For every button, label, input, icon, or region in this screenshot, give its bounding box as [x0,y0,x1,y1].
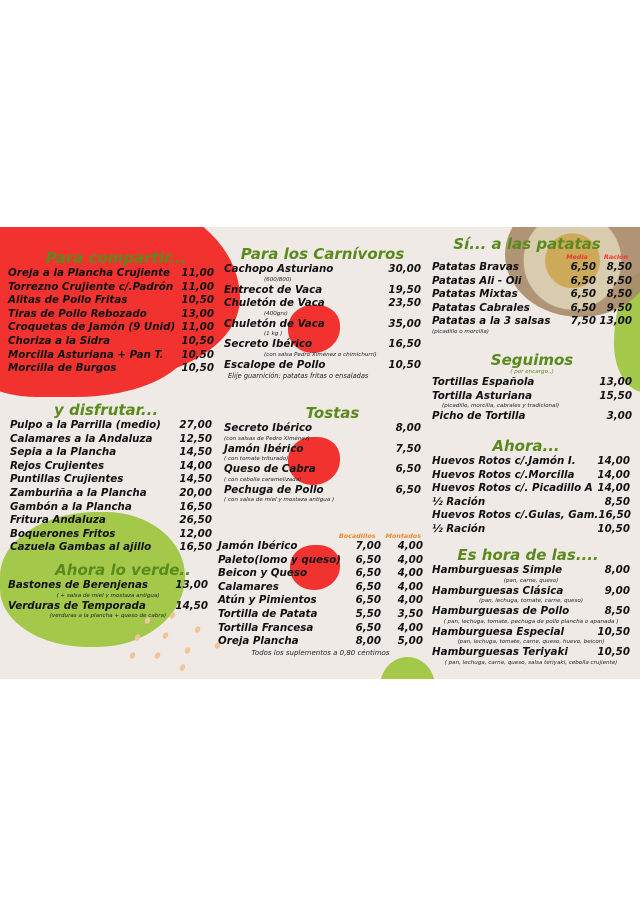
item-name: Morcilla Asturiana + Pan T. [8,348,164,361]
menu-item [432,288,632,302]
item-name: Paleto(lomo y queso) [218,553,341,566]
menu-item [10,433,212,447]
item-name: Tortilla Asturiana [432,389,533,402]
item-prices [345,567,423,581]
header-racion: Ración [603,253,628,261]
section-title: Ahora... [492,437,560,455]
item-description: ( con tomate triturado) [224,456,289,463]
section-title: Tostas [305,404,360,422]
menu-item [432,626,630,640]
price-montado: 4,00 [397,580,423,593]
menu-item [432,275,632,289]
item-name: Gambón a la Plancha [10,500,132,513]
section-title: Para compartir... [45,249,187,267]
item-name: Cazuela Gambas al ajillo [10,541,152,554]
price-montado: 4,00 [397,621,423,634]
item-name: Patatas Cabrales [432,301,530,314]
item-price: 15,50 [599,389,632,402]
item-name: Huevos Rotos c/. Picadillo A [432,482,593,495]
menu-item [8,579,208,593]
item-description: (600/800) [264,276,292,283]
item-name: Chuletón de Vaca [224,297,325,310]
menu-item [224,359,421,373]
menu-item [8,281,214,295]
item-price: 8,50 [604,605,630,618]
item-name: Zamburiña a la Plancha [10,486,147,499]
menu-item [8,308,214,322]
item-price: 14,00 [597,482,630,495]
item-name: Huevos Rotos c/.Gulas, Gam. [432,509,599,522]
item-prices [345,622,423,636]
item-description: (1 kg ) [264,331,283,338]
item-price: 13,00 [181,307,214,320]
menu-item [224,318,421,332]
section-title: Sí... a las patatas [453,235,601,253]
item-name: Hamburguesas de Pollo [432,605,570,618]
menu-item [432,261,632,275]
item-price: 13,00 [175,579,208,591]
menu-item [224,443,421,457]
menu-item [10,514,212,528]
menu-item [432,469,630,483]
item-price: 11,00 [181,267,214,279]
section-y-disfrutar [10,401,212,555]
menu-item [432,509,630,523]
section-title: Seguimos [490,351,574,369]
item-price: 16,50 [388,338,421,351]
menu-item [8,349,214,363]
item-price: 23,50 [388,297,421,310]
menu-item [432,455,630,469]
item-description: ( pan, lechuga, tomate, pechuga de pollo plancha o apanada ) [443,618,619,625]
menu-item [10,446,212,460]
price-montado: 4,00 [397,553,423,566]
item-description: ( con salsa de miel y mostaza antigua ) [224,497,335,504]
item-name: Jamón Ibérico [218,540,298,552]
item-name: Puntillas Crujientes [10,473,124,486]
item-price: 3,00 [606,410,632,423]
item-name: Boquerones Fritos [10,527,116,540]
item-name: Hamburguesas Clásica [432,584,564,597]
item-name: Croquetas de Jamón (9 Unid) [8,321,176,334]
item-price: 10,50 [388,358,421,371]
price-bocadillo: 6,50 [355,594,381,607]
item-name: Alitas de Pollo Fritas [8,294,128,307]
price-media: 6,50 [570,274,596,287]
item-name: Picho de Tortilla [432,410,526,423]
item-price: 10,50 [597,646,630,659]
item-description: (pan, lechuga, tomate, carne, queso, huevo, beicon) [457,639,605,646]
price-bocadillo: 7,00 [355,540,381,552]
menu-item [218,581,423,595]
item-price: 27,00 [179,419,212,431]
menu-item [224,338,421,352]
section-title: Para los Carnívoros [240,245,405,263]
menu-item [218,608,423,622]
menu-item [8,600,208,614]
item-name: Cachopo Asturiano [224,263,334,275]
menu-item [432,564,630,578]
section-subtitle: ( por encargo..) [510,369,554,375]
menu-item [432,302,632,316]
price-racion: 8,50 [606,261,632,273]
item-name: Tortilla de Patata [218,607,318,620]
item-price: 10,50 [181,348,214,361]
menu-item [10,419,212,433]
item-price: 14,50 [179,446,212,459]
section-carnivoros [224,245,421,380]
menu-item [218,635,423,649]
menu-item [8,294,214,308]
item-prices [345,554,423,568]
item-name: Tortilla Francesa [218,621,314,634]
menu-item [10,460,212,474]
menu-item [432,482,630,496]
price-montado: 4,00 [397,567,423,580]
item-name: Atún y Pimientos [218,594,317,607]
header-montados: Montados [385,532,421,540]
item-prices [345,540,423,554]
item-price: 16,50 [598,509,631,522]
item-price: 7,50 [395,442,421,455]
item-prices [566,275,632,289]
menu-item [218,622,423,636]
item-price: 6,50 [395,483,421,496]
item-name: Verduras de Temporada [8,599,146,612]
patatas-headers [432,253,632,261]
section-tostas [224,404,421,504]
item-name: Patatas Mixtas [432,288,518,301]
item-name: Bastones de Berenjenas [8,579,149,591]
price-bocadillo: 5,50 [355,607,381,620]
menu-item [432,410,632,424]
price-bocadillo: 8,00 [355,635,381,648]
section-title: Es hora de las.... [457,546,599,564]
item-price: 12,50 [179,432,212,445]
item-name: ½ Ración [432,495,486,508]
price-racion: 9,50 [606,301,632,314]
item-price: 8,00 [395,422,421,434]
item-name: Oreja a la Plancha Crujiente [8,267,171,279]
item-price: 14,00 [179,459,212,472]
item-price: 10,50 [597,522,630,535]
item-name: ½ Ración [432,522,486,535]
price-montado: 3,50 [397,607,423,620]
section-title: Ahora lo verde.. [55,561,191,579]
menu-item [224,297,421,311]
item-name: Hamburguesa Especial [432,625,565,638]
item-name: Beicon y Queso [218,567,308,580]
item-price: 10,50 [181,362,214,375]
price-media: 6,50 [570,301,596,314]
price-racion: 8,50 [606,274,632,287]
item-price: 10,50 [597,625,630,638]
price-montado: 4,00 [397,594,423,607]
header-media: Media [566,253,588,261]
item-name: Huevos Rotos c/.Morcilla [432,468,575,481]
item-description: (pan, lechuga, tomate, carne, queso) [478,598,584,605]
section-para-compartir [8,249,214,376]
item-name: Patatas a la 3 salsas [432,315,551,328]
menu-board [0,227,640,679]
menu-item [224,484,421,498]
item-price: 14,50 [179,473,212,486]
item-name: Secreto Ibérico [224,338,313,351]
menu-item [432,390,632,404]
section-title: y disfrutar... [53,401,159,419]
item-price: 6,50 [395,463,421,476]
item-prices [345,594,423,608]
item-name: Calamares [218,580,279,593]
item-name: Queso de Cabra [224,463,316,476]
item-price: 26,50 [179,514,212,527]
item-name: Hamburguesas Teriyaki [432,646,568,659]
menu-item [432,605,630,619]
price-bocadillo: 6,50 [355,621,381,634]
menu-item [218,567,423,581]
item-name: Sepia a la Plancha [10,446,117,459]
item-prices [345,581,423,595]
menu-item [218,594,423,608]
menu-item [432,496,630,510]
item-price: 16,50 [179,500,212,513]
menu-item [8,335,214,349]
item-name: Hamburguesas Simple [432,564,563,576]
item-price: 20,00 [179,486,212,499]
price-racion: 13,00 [599,315,632,328]
item-name: Chuletón de Vaca [224,317,325,330]
item-name: Patatas Bravas [432,261,519,273]
item-price: 11,00 [181,321,214,334]
item-description: (pan, carne, queso) [503,577,559,584]
garnish-note: Elije guarnición: patatas fritas o ensaladas [228,371,369,380]
item-name: Patatas Ali - Oli [432,274,522,287]
item-name: Entrecot de Vaca [224,283,323,296]
item-name: Rejos Crujientes [10,459,105,472]
suplementos-note: Todos los suplementos a 0,80 céntimos [251,648,390,657]
item-name: Fritura Andaluza [10,514,106,527]
item-description: (con salsa Pedro Ximénez o chimichurri) [264,351,377,358]
menu-item [432,585,630,599]
section-bocadillos [218,532,423,657]
item-prices [566,261,632,275]
item-price: 8,50 [604,495,630,508]
item-prices [566,288,632,302]
item-name: Torrezno Crujiente c/.Padrón [8,280,174,293]
item-price: 14,00 [597,468,630,481]
menu-item [8,321,214,335]
section-seguimos [432,351,632,424]
item-prices [566,315,632,329]
menu-item [224,263,421,277]
item-price: 10,50 [181,294,214,307]
item-description: ( + salsa de miel y mostaza antigua) [56,592,160,599]
price-media: 6,50 [570,288,596,301]
item-name: Tiras de Pollo Rebozado [8,307,147,320]
menu-item [8,267,214,281]
item-prices [345,635,423,649]
item-name: Pechuga de Pollo [224,483,324,496]
item-description: ( con cebolla caramelizada) [224,476,302,483]
menu-item [224,422,421,436]
item-price: 14,50 [175,599,208,612]
menu-item [432,523,630,537]
header-bocadillos: Bocadillos [338,532,376,540]
section-ahora [432,437,630,537]
menu-item [432,376,632,390]
item-name: Choriza a la Sidra [8,334,111,347]
item-price: 8,00 [604,564,630,576]
item-price: 12,00 [179,527,212,540]
green-blob-decoration [380,657,435,679]
item-description: (400grs) [264,310,288,317]
item-name: Morcilla de Burgos [8,362,117,375]
menu-item [432,646,630,660]
item-name: Oreja Plancha [218,635,299,648]
item-description: (con salsas de Pedro Ximénez) [224,435,310,442]
bocadillos-headers [218,532,423,540]
price-bocadillo: 6,50 [355,567,381,580]
item-name: Calamares a la Andaluza [10,432,153,445]
menu-item [10,473,212,487]
menu-item [224,463,421,477]
price-bocadillo: 6,50 [355,553,381,566]
menu-item [10,501,212,515]
section-patatas [432,235,632,336]
menu-item [10,487,212,501]
item-name: Secreto Ibérico [224,422,313,434]
item-name: Tortillas Española [432,376,535,388]
item-price: 10,50 [181,334,214,347]
price-racion: 8,50 [606,288,632,301]
item-price: 30,00 [388,263,421,275]
item-description: (picadillo, morcilla, cabrales y tradicional) [442,403,560,410]
item-prices [345,608,423,622]
menu-item [10,541,212,555]
price-bocadillo: 6,50 [355,580,381,593]
item-name: Pulpo a la Parrilla (medio) [10,419,161,431]
item-description: (verduras a la plancha + queso de cabra) [49,613,167,620]
item-name: Huevos Rotos c/.Jamón I. [432,455,576,467]
menu-item [432,315,632,329]
price-montado: 5,00 [397,635,423,648]
menu-item [218,554,423,568]
item-price: 14,00 [597,455,630,467]
patatas-note: (picadillo o morcilla) [432,328,489,335]
menu-item [10,528,212,542]
menu-item [218,540,423,554]
menu-item [224,284,421,298]
price-media: 6,50 [570,261,596,273]
item-description: ( pan, lechuga, carne, queso, salsa teriyaki, cebolla crujiente) [444,659,618,666]
price-media: 7,50 [570,315,596,328]
item-price: 11,00 [181,280,214,293]
item-price: 13,00 [599,376,632,388]
menu-item [8,362,214,376]
section-ahora-lo-verde [8,561,208,620]
item-price: 19,50 [388,283,421,296]
item-price: 16,50 [179,541,212,554]
price-montado: 4,00 [397,540,423,552]
item-prices [566,302,632,316]
item-name: Escalope de Pollo [224,358,326,371]
item-price: 9,00 [604,584,630,597]
section-hamburguesas [432,546,630,667]
item-price: 35,00 [388,317,421,330]
item-name: Jamón Ibérico [224,442,304,455]
